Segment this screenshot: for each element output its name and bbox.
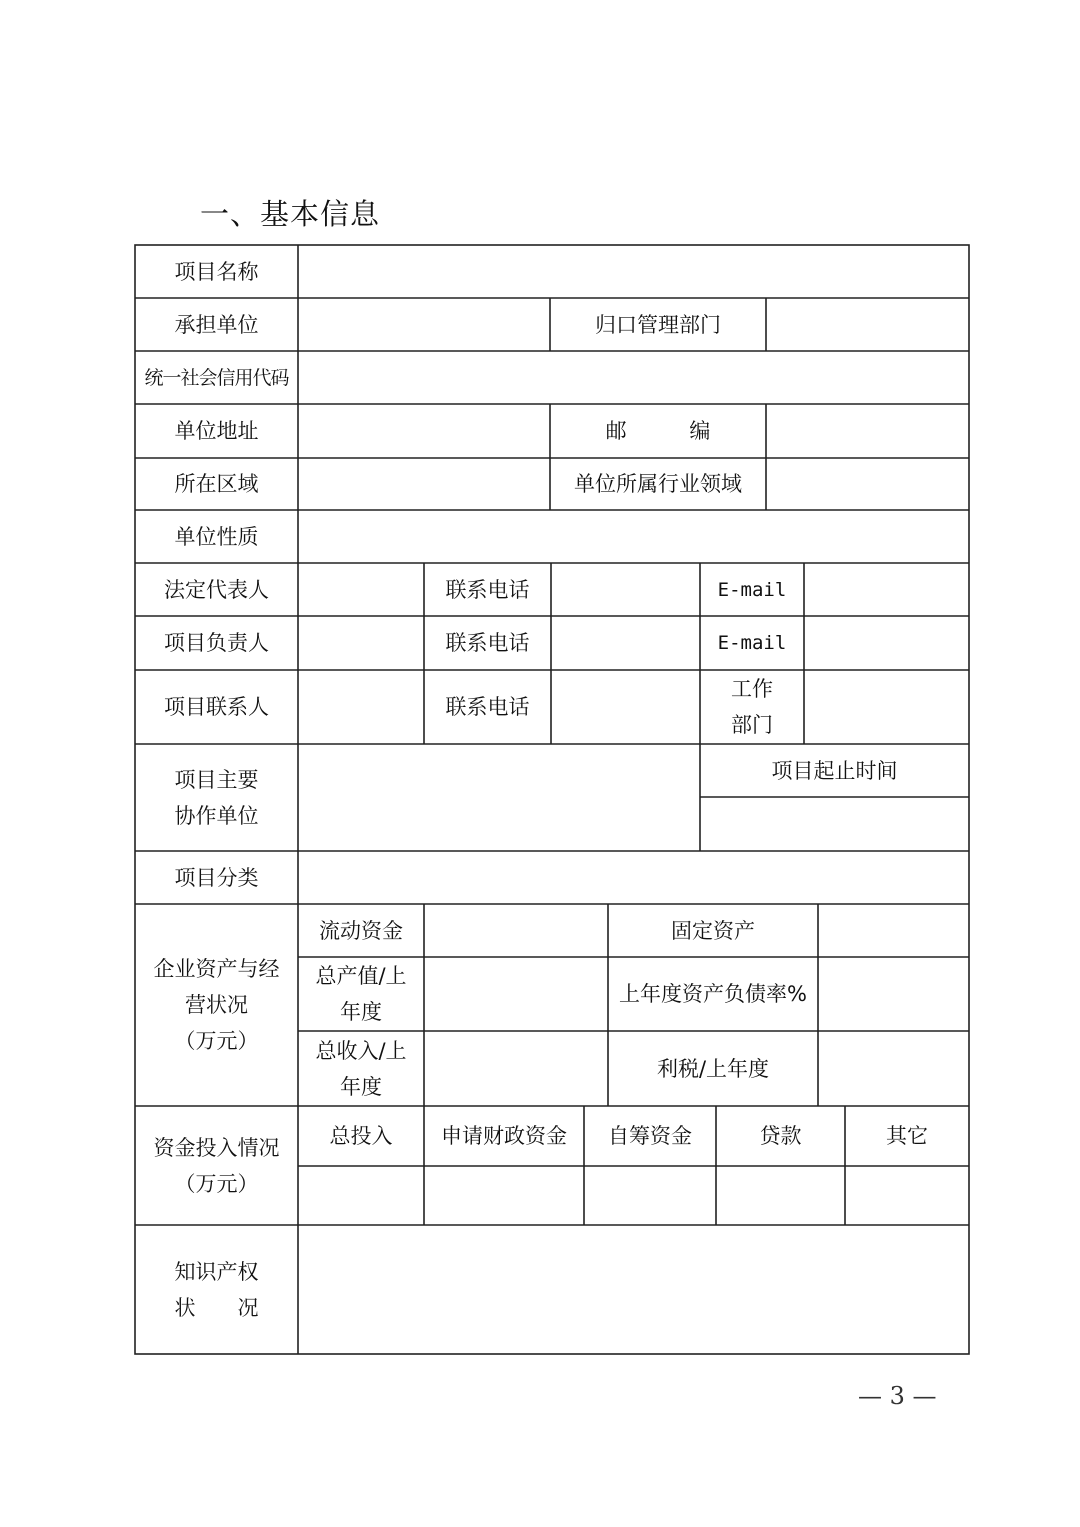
label-management-dept: 归口管理部门	[595, 312, 721, 337]
loans-field[interactable]	[716, 1166, 845, 1225]
legal-rep-email-field[interactable]	[804, 563, 969, 616]
unit-address-field[interactable]	[298, 404, 550, 458]
debt-ratio-field[interactable]	[818, 957, 969, 1031]
industry-field[interactable]	[766, 458, 969, 510]
label-ip-line2: 状 况	[174, 1295, 259, 1320]
label-work-dept	[700, 670, 804, 744]
contact-phone-field[interactable]	[551, 670, 700, 744]
label-contact-phone: 联系电话	[445, 695, 530, 719]
label-leader-phone: 联系电话	[445, 631, 530, 655]
label-total-output-line2: 年度	[340, 1000, 382, 1024]
total-income-field[interactable]	[424, 1031, 608, 1106]
page-number: — 3 —	[858, 1382, 937, 1410]
label-project-category: 项目分类	[174, 865, 259, 890]
self-funds-field[interactable]	[584, 1166, 716, 1225]
total-investment-field[interactable]	[298, 1166, 424, 1225]
current-funds-field[interactable]	[424, 904, 608, 957]
fiscal-funds-field[interactable]	[424, 1166, 584, 1225]
label-total-investment: 总投入	[329, 1124, 393, 1148]
leader-phone-field[interactable]	[551, 616, 700, 670]
label-profit-tax: 利税/上年度	[656, 1056, 770, 1081]
label-others: 其它	[886, 1124, 928, 1148]
label-legal-rep: 法定代表人	[164, 577, 269, 602]
label-legal-rep-phone: 联系电话	[445, 577, 530, 602]
label-loans: 贷款	[759, 1124, 802, 1148]
label-total-output	[298, 957, 424, 1031]
label-assets-line2: 营状况	[185, 993, 248, 1017]
label-fixed-assets: 固定资产	[671, 918, 755, 943]
ip-field[interactable]	[298, 1225, 969, 1354]
label-ip	[135, 1225, 298, 1354]
project-contact-field[interactable]	[298, 670, 424, 744]
label-leader-email: E-mail	[717, 632, 787, 654]
label-project-period: 项目起止时间	[771, 758, 898, 783]
leader-email-field[interactable]	[804, 616, 969, 670]
section-title: 一、基本信息	[200, 197, 381, 231]
label-fiscal-funds: 申请财政资金	[441, 1124, 567, 1148]
fixed-assets-field[interactable]	[818, 904, 969, 957]
label-funding-line2: （万元）	[174, 1171, 259, 1196]
label-current-funds: 流动资金	[319, 918, 403, 943]
label-funding-line1: 资金投入情况	[153, 1135, 280, 1160]
label-assets-line1: 企业资产与经	[153, 957, 280, 981]
undertaking-unit-field[interactable]	[298, 298, 550, 351]
label-total-output-line1: 总产值/上	[315, 964, 407, 988]
label-work-dept-line2: 部门	[731, 713, 773, 737]
label-total-income-line2: 年度	[340, 1074, 382, 1099]
label-assets-line3: （万元）	[174, 1029, 259, 1053]
label-industry: 单位所属行业领域	[574, 472, 742, 496]
label-postcode: 邮 编	[605, 419, 739, 443]
label-undertaking-unit: 承担单位	[174, 312, 259, 337]
label-funding	[135, 1106, 298, 1225]
label-ip-line1: 知识产权	[174, 1259, 259, 1284]
project-name-field[interactable]	[298, 245, 969, 298]
label-total-income	[298, 1031, 424, 1106]
label-work-dept-line1: 工作	[731, 677, 773, 701]
label-total-income-line1: 总收入/上	[315, 1038, 407, 1063]
label-legal-rep-email: E-mail	[717, 578, 787, 601]
label-cooperators	[135, 744, 298, 851]
label-cooperators-line2: 协作单位	[174, 803, 259, 828]
label-unit-nature: 单位性质	[174, 524, 259, 549]
label-project-contact: 项目联系人	[164, 695, 269, 719]
label-self-funds: 自筹资金	[608, 1124, 692, 1148]
others-field[interactable]	[845, 1166, 969, 1225]
label-unit-address: 单位地址	[174, 419, 259, 443]
project-period-field[interactable]	[700, 797, 969, 851]
total-output-field[interactable]	[424, 957, 608, 1031]
label-cooperators-line1: 项目主要	[174, 767, 259, 792]
label-debt-ratio: 上年度资产负债率%	[619, 982, 807, 1006]
profit-tax-field[interactable]	[818, 1031, 969, 1106]
work-dept-field[interactable]	[804, 670, 969, 744]
legal-rep-phone-field[interactable]	[551, 563, 700, 616]
label-region: 所在区域	[174, 472, 259, 496]
project-leader-field[interactable]	[298, 616, 424, 670]
legal-rep-field[interactable]	[298, 563, 424, 616]
label-assets	[135, 904, 298, 1106]
label-project-leader: 项目负责人	[164, 631, 269, 655]
project-category-field[interactable]	[298, 851, 969, 904]
cooperators-field[interactable]	[298, 744, 700, 851]
management-dept-field[interactable]	[766, 298, 969, 351]
postcode-field[interactable]	[766, 404, 969, 458]
region-field[interactable]	[298, 458, 550, 510]
unit-nature-field[interactable]	[298, 510, 969, 563]
label-project-name: 项目名称	[174, 259, 259, 284]
credit-code-field[interactable]	[298, 351, 969, 404]
label-credit-code: 统一社会信用代码	[144, 366, 289, 389]
